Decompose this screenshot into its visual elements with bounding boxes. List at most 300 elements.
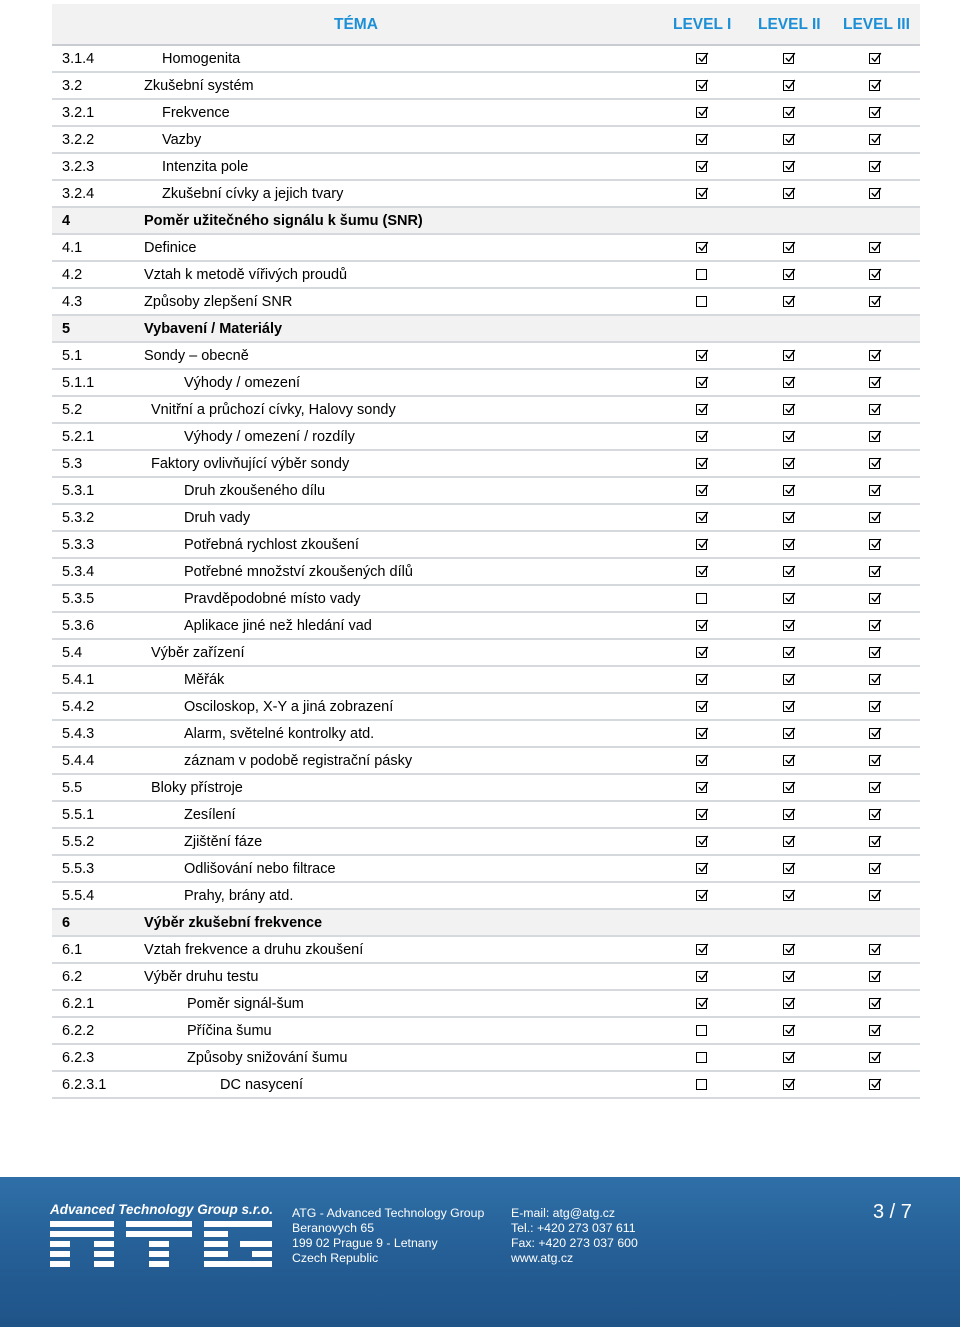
row-number: 3.2.4 xyxy=(62,186,95,202)
row-title: Alarm, světelné kontrolky atd. xyxy=(184,726,375,742)
level-1-checked-box[interactable] xyxy=(696,512,707,523)
level-3-checked-box[interactable] xyxy=(869,134,880,145)
table-row xyxy=(52,694,920,721)
checkmark-icon xyxy=(784,644,797,658)
row-title: Frekvence xyxy=(162,105,230,121)
table-row xyxy=(52,1045,920,1072)
checkmark-icon xyxy=(697,482,710,496)
level-1-checked-box[interactable] xyxy=(696,971,707,982)
level-3-checked-box[interactable] xyxy=(869,566,880,577)
row-title: Homogenita xyxy=(162,51,241,67)
row-number: 3.1.4 xyxy=(62,51,95,67)
level-2-checked-box[interactable] xyxy=(783,1025,794,1036)
row-number: 5.3.5 xyxy=(62,591,95,607)
level-1-empty-box[interactable] xyxy=(696,1052,707,1063)
level-3-checked-box[interactable] xyxy=(869,1052,880,1063)
level-1-checked-box[interactable] xyxy=(696,836,707,847)
level-2-checked-box[interactable] xyxy=(783,377,794,388)
level-3-checked-box[interactable] xyxy=(869,593,880,604)
level-3-checked-box[interactable] xyxy=(869,863,880,874)
row-title: Pravděpodobné místo vady xyxy=(184,591,361,607)
checkmark-icon xyxy=(784,347,797,361)
table-row xyxy=(52,424,920,451)
level-1-checked-box[interactable] xyxy=(696,728,707,739)
checkmark-icon xyxy=(697,455,710,469)
curriculum-table xyxy=(52,4,920,1099)
row-number: 5.5.3 xyxy=(62,861,95,877)
table-row xyxy=(52,586,920,613)
table-row xyxy=(52,316,920,343)
checkmark-icon xyxy=(697,644,710,658)
level-2-checked-box[interactable] xyxy=(783,1052,794,1063)
level-1-checked-box[interactable] xyxy=(696,809,707,820)
level-3-checked-box[interactable] xyxy=(869,701,880,712)
checkmark-icon xyxy=(870,563,883,577)
level-2-checked-box[interactable] xyxy=(783,1079,794,1090)
checkmark-icon xyxy=(784,968,797,982)
level-3-checked-box[interactable] xyxy=(869,620,880,631)
table-row xyxy=(52,559,920,586)
checkmark-icon xyxy=(697,158,710,172)
checkmark-icon xyxy=(697,536,710,550)
checkmark-icon xyxy=(697,239,710,253)
level-3-checked-box[interactable] xyxy=(869,1079,880,1090)
level-2-checked-box[interactable] xyxy=(783,188,794,199)
table-row xyxy=(52,883,920,910)
level-2-checked-box[interactable] xyxy=(783,296,794,307)
checkmark-icon xyxy=(697,563,710,577)
row-title: Sondy – obecně xyxy=(144,348,249,364)
checkmark-icon xyxy=(784,185,797,199)
table-row xyxy=(52,613,920,640)
row-number: 4.3 xyxy=(62,294,83,310)
level-1-checked-box[interactable] xyxy=(696,107,707,118)
level-3-checked-box[interactable] xyxy=(869,53,880,64)
level-3-checked-box[interactable] xyxy=(869,890,880,901)
level-1-checked-box[interactable] xyxy=(696,134,707,145)
row-title: Způsoby snižování šumu xyxy=(187,1050,348,1066)
table-row xyxy=(52,505,920,532)
level-3-checked-box[interactable] xyxy=(869,161,880,172)
address-line: Beranovych 65 xyxy=(292,1221,375,1235)
row-number: 6.2 xyxy=(62,969,83,985)
level-1-empty-box[interactable] xyxy=(696,593,707,604)
level-2-checked-box[interactable] xyxy=(783,161,794,172)
address-line: ATG - Advanced Technology Group xyxy=(292,1206,485,1220)
level-1-checked-box[interactable] xyxy=(696,431,707,442)
checkmark-icon xyxy=(697,860,710,874)
address-line: Czech Republic xyxy=(292,1251,379,1265)
checkmark-icon xyxy=(697,509,710,523)
level-1-checked-box[interactable] xyxy=(696,242,707,253)
level-3-checked-box[interactable] xyxy=(869,728,880,739)
row-title: Vztah frekvence a druhu zkoušení xyxy=(144,942,364,958)
checkmark-icon xyxy=(870,860,883,874)
table-row xyxy=(52,964,920,991)
checkmark-icon xyxy=(784,617,797,631)
row-title: Výběr zkušební frekvence xyxy=(144,915,323,931)
checkmark-icon xyxy=(870,968,883,982)
level-1-checked-box[interactable] xyxy=(696,863,707,874)
level-2-checked-box[interactable] xyxy=(783,53,794,64)
level-2-checked-box[interactable] xyxy=(783,890,794,901)
level-1-empty-box[interactable] xyxy=(696,1025,707,1036)
row-number: 5.3.1 xyxy=(62,483,95,499)
row-number: 5.4.4 xyxy=(62,753,95,769)
checkmark-icon xyxy=(697,131,710,145)
checkmark-icon xyxy=(697,50,710,64)
level-3-checked-box[interactable] xyxy=(869,836,880,847)
level-2-checked-box[interactable] xyxy=(783,134,794,145)
checkmark-icon xyxy=(784,995,797,1009)
row-title: Vybavení / Materiály xyxy=(144,321,283,337)
checkmark-icon xyxy=(870,806,883,820)
checkmark-icon xyxy=(870,185,883,199)
checkmark-icon xyxy=(870,293,883,307)
checkmark-icon xyxy=(697,617,710,631)
level-1-checked-box[interactable] xyxy=(696,755,707,766)
checkmark-icon xyxy=(870,941,883,955)
level-3-checked-box[interactable] xyxy=(869,782,880,793)
table-row xyxy=(52,937,920,964)
level-3-checked-box[interactable] xyxy=(869,755,880,766)
row-number: 6 xyxy=(62,915,71,931)
checkmark-icon xyxy=(784,374,797,388)
level-1-checked-box[interactable] xyxy=(696,53,707,64)
row-number: 6.2.3 xyxy=(62,1050,95,1066)
level-1-checked-box[interactable] xyxy=(696,350,707,361)
atg-logo xyxy=(50,1221,272,1267)
row-title: Vnitřní a průchozí cívky, Halovy sondy xyxy=(151,402,396,418)
row-number: 5.1.1 xyxy=(62,375,95,391)
level-2-checked-box[interactable] xyxy=(783,674,794,685)
checkmark-icon xyxy=(870,644,883,658)
row-title: Výběr zařízení xyxy=(151,645,245,661)
checkmark-icon xyxy=(784,1022,797,1036)
checkmark-icon xyxy=(697,77,710,91)
level-1-empty-box[interactable] xyxy=(696,296,707,307)
row-number: 6.1 xyxy=(62,942,83,958)
row-number: 5.2 xyxy=(62,402,83,418)
level-1-checked-box[interactable] xyxy=(696,188,707,199)
row-number: 5.5.2 xyxy=(62,834,95,850)
contact-fax: Fax: +420 273 037 600 xyxy=(511,1236,638,1250)
level-3-checked-box[interactable] xyxy=(869,674,880,685)
checkmark-icon xyxy=(697,725,710,739)
level-2-checked-box[interactable] xyxy=(783,512,794,523)
table-row xyxy=(52,154,920,181)
checkmark-icon xyxy=(870,482,883,496)
checkmark-icon xyxy=(870,131,883,145)
level-2-checked-box[interactable] xyxy=(783,539,794,550)
checkmark-icon xyxy=(784,1049,797,1063)
row-title: Intenzita pole xyxy=(162,159,249,175)
checkmark-icon xyxy=(784,698,797,712)
row-title: Způsoby zlepšení SNR xyxy=(144,294,293,310)
checkmark-icon xyxy=(870,752,883,766)
level-2-checked-box[interactable] xyxy=(783,620,794,631)
checkmark-icon xyxy=(870,833,883,847)
row-number: 4 xyxy=(62,213,71,229)
table-row xyxy=(52,289,920,316)
address-line: 199 02 Prague 9 - Letnany xyxy=(292,1236,438,1250)
level-2-checked-box[interactable] xyxy=(783,971,794,982)
row-title: Prahy, brány atd. xyxy=(184,888,294,904)
level-2-checked-box[interactable] xyxy=(783,431,794,442)
level-3-checked-box[interactable] xyxy=(869,188,880,199)
table-row xyxy=(52,73,920,100)
table-row xyxy=(52,127,920,154)
checkmark-icon xyxy=(870,1076,883,1090)
row-title: Výhody / omezení xyxy=(184,375,301,391)
address-block xyxy=(292,1206,484,1266)
row-title: Aplikace jiné než hledání vad xyxy=(184,618,372,634)
level-3-checked-box[interactable] xyxy=(869,998,880,1009)
checkmark-icon xyxy=(870,671,883,685)
level-1-empty-box[interactable] xyxy=(696,269,707,280)
checkmark-icon xyxy=(697,374,710,388)
checkmark-icon xyxy=(697,401,710,415)
table-row xyxy=(52,208,920,235)
row-title: Zjištění fáze xyxy=(184,834,263,850)
contact-website[interactable]: www.atg.cz xyxy=(511,1251,574,1265)
row-title: Potřebná rychlost zkoušení xyxy=(184,537,359,553)
checkmark-icon xyxy=(870,104,883,118)
checkmark-icon xyxy=(784,482,797,496)
level-2-checked-box[interactable] xyxy=(783,809,794,820)
level-3-checked-box[interactable] xyxy=(869,647,880,658)
level-3-checked-box[interactable] xyxy=(869,350,880,361)
level-1-checked-box[interactable] xyxy=(696,458,707,469)
level-1-checked-box[interactable] xyxy=(696,998,707,1009)
checkmark-icon xyxy=(784,806,797,820)
company-name: Advanced Technology Group s.r.o. xyxy=(50,1202,274,1217)
level-2-checked-box[interactable] xyxy=(783,80,794,91)
level-2-checked-box[interactable] xyxy=(783,728,794,739)
level-2-checked-box[interactable] xyxy=(783,404,794,415)
table-row xyxy=(52,532,920,559)
row-number: 5.5.4 xyxy=(62,888,95,904)
table-row xyxy=(52,262,920,289)
checkmark-icon xyxy=(870,617,883,631)
checkmark-icon xyxy=(870,698,883,712)
table-row xyxy=(52,451,920,478)
checkmark-icon xyxy=(784,725,797,739)
row-title: Výhody / omezení / rozdíly xyxy=(184,429,355,445)
row-title: Druh vady xyxy=(184,510,251,526)
level-1-checked-box[interactable] xyxy=(696,404,707,415)
level-3-checked-box[interactable] xyxy=(869,458,880,469)
level-3-checked-box[interactable] xyxy=(869,809,880,820)
level-2-checked-box[interactable] xyxy=(783,701,794,712)
table-row xyxy=(52,640,920,667)
page-number: 3 / 7 xyxy=(873,1201,912,1223)
page-footer xyxy=(0,1177,960,1327)
level-1-checked-box[interactable] xyxy=(696,485,707,496)
checkmark-icon xyxy=(697,428,710,442)
level-2-checked-box[interactable] xyxy=(783,269,794,280)
level-3-checked-box[interactable] xyxy=(869,512,880,523)
checkmark-icon xyxy=(784,563,797,577)
checkmark-icon xyxy=(697,752,710,766)
checkmark-icon xyxy=(870,536,883,550)
checkmark-icon xyxy=(697,833,710,847)
row-title: Poměr užitečného signálu k šumu (SNR) xyxy=(144,213,423,229)
row-number: 5.5 xyxy=(62,780,83,796)
level-1-checked-box[interactable] xyxy=(696,647,707,658)
checkmark-icon xyxy=(784,428,797,442)
checkmark-icon xyxy=(870,779,883,793)
checkmark-icon xyxy=(697,185,710,199)
checkmark-icon xyxy=(784,104,797,118)
level-3-checked-box[interactable] xyxy=(869,377,880,388)
level-2-checked-box[interactable] xyxy=(783,350,794,361)
row-title: Poměr signál-šum xyxy=(187,996,304,1012)
table-header xyxy=(52,4,920,46)
row-title: Měřák xyxy=(184,672,225,688)
level-1-checked-box[interactable] xyxy=(696,80,707,91)
checkmark-icon xyxy=(697,104,710,118)
table-row xyxy=(52,748,920,775)
checkmark-icon xyxy=(784,887,797,901)
table-row xyxy=(52,775,920,802)
level-3-checked-box[interactable] xyxy=(869,107,880,118)
level-2-checked-box[interactable] xyxy=(783,566,794,577)
checkmark-icon xyxy=(870,1022,883,1036)
level-3-checked-box[interactable] xyxy=(869,431,880,442)
level-2-checked-box[interactable] xyxy=(783,998,794,1009)
row-number: 5.3.2 xyxy=(62,510,95,526)
row-title: Zesílení xyxy=(184,807,236,823)
checkmark-icon xyxy=(784,1076,797,1090)
checkmark-icon xyxy=(784,239,797,253)
level-3-checked-box[interactable] xyxy=(869,1025,880,1036)
level-2-checked-box[interactable] xyxy=(783,242,794,253)
checkmark-icon xyxy=(784,590,797,604)
checkmark-icon xyxy=(870,995,883,1009)
table-row xyxy=(52,829,920,856)
row-title: DC nasycení xyxy=(220,1077,304,1093)
checkmark-icon xyxy=(784,401,797,415)
row-title: Zkušební cívky a jejich tvary xyxy=(162,186,344,202)
checkmark-icon xyxy=(697,968,710,982)
row-title: Osciloskop, X-Y a jiná zobrazení xyxy=(184,699,394,715)
checkmark-icon xyxy=(784,536,797,550)
level-2-checked-box[interactable] xyxy=(783,647,794,658)
checkmark-icon xyxy=(784,833,797,847)
checkmark-icon xyxy=(870,77,883,91)
level-3-checked-box[interactable] xyxy=(869,242,880,253)
row-number: 6.2.3.1 xyxy=(62,1077,107,1093)
checkmark-icon xyxy=(784,266,797,280)
checkmark-icon xyxy=(870,1049,883,1063)
checkmark-icon xyxy=(870,158,883,172)
checkmark-icon xyxy=(784,509,797,523)
level-2-checked-box[interactable] xyxy=(783,836,794,847)
level-3-checked-box[interactable] xyxy=(869,269,880,280)
table-row xyxy=(52,478,920,505)
checkmark-icon xyxy=(870,887,883,901)
level-1-checked-box[interactable] xyxy=(696,566,707,577)
checkmark-icon xyxy=(784,131,797,145)
level-3-checked-box[interactable] xyxy=(869,971,880,982)
level-1-checked-box[interactable] xyxy=(696,539,707,550)
checkmark-icon xyxy=(784,50,797,64)
table-row xyxy=(52,343,920,370)
level-1-empty-box[interactable] xyxy=(696,1079,707,1090)
checkmark-icon xyxy=(697,887,710,901)
checkmark-icon xyxy=(784,455,797,469)
level-2-checked-box[interactable] xyxy=(783,863,794,874)
row-number: 5.1 xyxy=(62,348,83,364)
checkmark-icon xyxy=(697,347,710,361)
level-2-checked-box[interactable] xyxy=(783,944,794,955)
level-2-checked-box[interactable] xyxy=(783,782,794,793)
contact-phone: Tel.: +420 273 037 611 xyxy=(511,1221,636,1235)
row-title: Definice xyxy=(144,240,197,256)
row-title: Druh zkoušeného dílu xyxy=(184,483,326,499)
level-3-checked-box[interactable] xyxy=(869,944,880,955)
level-1-checked-box[interactable] xyxy=(696,161,707,172)
checkmark-icon xyxy=(870,590,883,604)
level-2-checked-box[interactable] xyxy=(783,107,794,118)
level-2-checked-box[interactable] xyxy=(783,755,794,766)
level-2-checked-box[interactable] xyxy=(783,485,794,496)
level-2-checked-box[interactable] xyxy=(783,593,794,604)
row-number: 3.2.2 xyxy=(62,132,95,148)
level-1-checked-box[interactable] xyxy=(696,377,707,388)
row-title: Výběr druhu testu xyxy=(144,969,259,985)
table-row xyxy=(52,667,920,694)
level-1-checked-box[interactable] xyxy=(696,620,707,631)
table-row xyxy=(52,100,920,127)
checkmark-icon xyxy=(870,239,883,253)
checkmark-icon xyxy=(697,698,710,712)
level-3-checked-box[interactable] xyxy=(869,485,880,496)
row-number: 5.3.6 xyxy=(62,618,95,634)
checkmark-icon xyxy=(784,293,797,307)
row-title: Odlišování nebo filtrace xyxy=(184,861,336,877)
level-3-checked-box[interactable] xyxy=(869,296,880,307)
checkmark-icon xyxy=(784,77,797,91)
level-1-checked-box[interactable] xyxy=(696,944,707,955)
row-title: Vztah k metodě vířivých proudů xyxy=(144,267,348,283)
table-row xyxy=(52,46,920,73)
table-row xyxy=(52,721,920,748)
checkmark-icon xyxy=(784,779,797,793)
checkmark-icon xyxy=(784,158,797,172)
table-row xyxy=(52,802,920,829)
table-row xyxy=(52,1018,920,1045)
header-level-1: LEVEL I xyxy=(673,16,732,33)
table-row xyxy=(52,235,920,262)
checkmark-icon xyxy=(697,671,710,685)
row-number: 5.4.3 xyxy=(62,726,95,742)
level-3-checked-box[interactable] xyxy=(869,539,880,550)
checkmark-icon xyxy=(784,752,797,766)
level-2-checked-box[interactable] xyxy=(783,458,794,469)
level-1-checked-box[interactable] xyxy=(696,890,707,901)
row-number: 4.2 xyxy=(62,267,83,283)
checkmark-icon xyxy=(870,455,883,469)
level-1-checked-box[interactable] xyxy=(696,701,707,712)
contact-email[interactable]: E-mail: atg@atg.cz xyxy=(511,1206,616,1220)
row-number: 3.2.3 xyxy=(62,159,95,175)
level-1-checked-box[interactable] xyxy=(696,782,707,793)
level-1-checked-box[interactable] xyxy=(696,674,707,685)
level-3-checked-box[interactable] xyxy=(869,404,880,415)
level-3-checked-box[interactable] xyxy=(869,80,880,91)
